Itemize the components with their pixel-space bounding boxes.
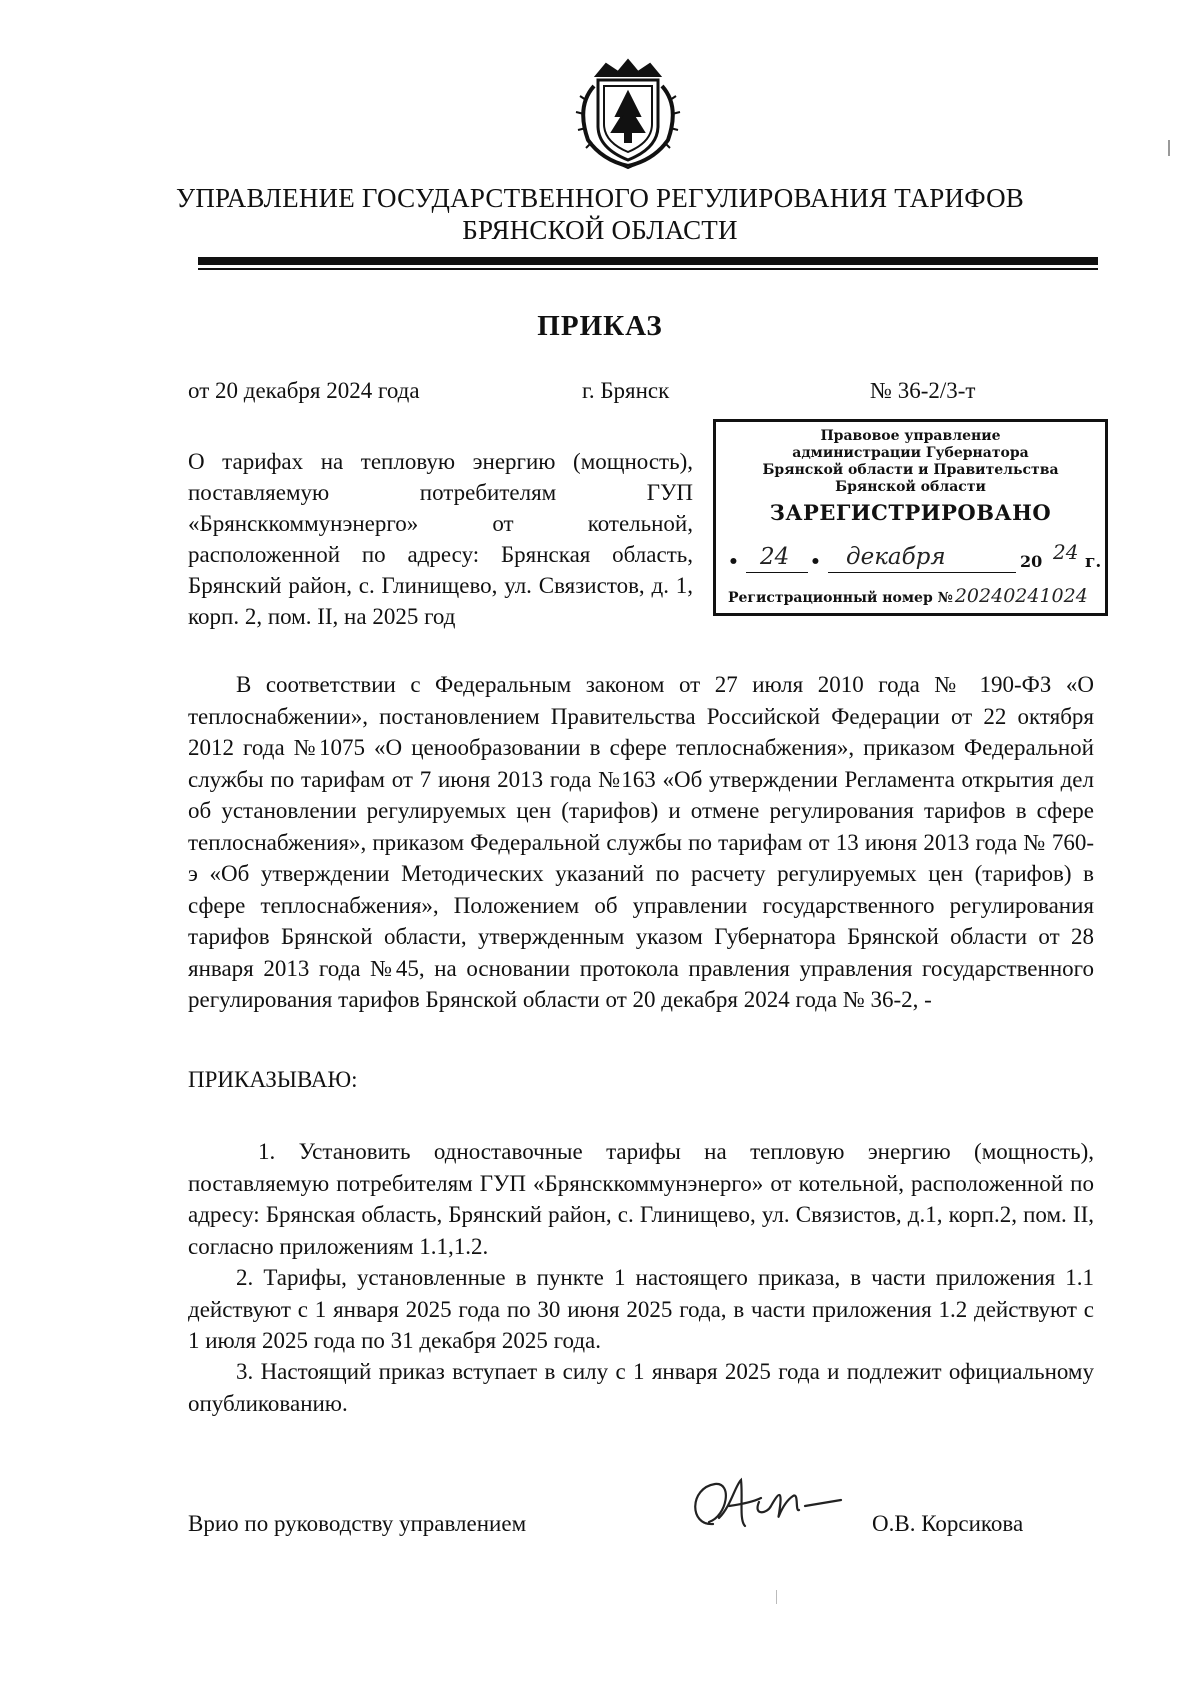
stamp-line: Правовое управление	[820, 428, 1001, 444]
stamp-registered-label: ЗАРЕГИСТРИРОВАНО	[769, 500, 1052, 525]
document-subject: О тарифах на тепловую энергию (мощность), поставляемую потребителям ГУП «Брянсккоммунэнерго» от котельной, расположенной по адресу: Брянская область, Брянский район, с. Глинищево, ул. Связистов, д. 1, корп. 2, пом. II, на 2025 год	[188, 449, 693, 629]
signatory-position: Врио по руководству управлением	[188, 1511, 527, 1536]
order-item: 1. Установить одноставочные тарифы на тепловую энергию (мощность), поставляемую потребителям ГУП «Брянсккоммунэнерго» от котельной, расположенной по адресу: Брянская область, Брянский район, с. Глинищево, ул. Связистов, д.1, корп.2, пом. II, согласно приложениям 1.1,1.2.	[188, 1139, 1094, 1259]
stamp-registration-number	[728, 585, 1104, 607]
organization-title-line1: УПРАВЛЕНИЕ ГОСУДАРСТВЕННОГО РЕГУЛИРОВАНИЯ ТАРИФОВ	[176, 183, 1024, 213]
stamp-month: декабря	[846, 544, 946, 570]
scan-artifact	[1168, 140, 1170, 156]
stamp-reg-number: 20240241024	[954, 585, 1088, 607]
stamp-line: Брянской области и Правительства	[762, 462, 1059, 478]
organization-title-line2: БРЯНСКОЙ ОБЛАСТИ	[462, 215, 738, 245]
document-number: № 36-2/3-т	[870, 378, 976, 403]
scan-artifact	[776, 1590, 777, 1604]
stamp-reg-label: Регистрационный номер №	[728, 590, 953, 606]
order-word: ПРИКАЗЫВАЮ:	[188, 1067, 358, 1092]
document-date: от 20 декабря 2024 года	[188, 378, 420, 403]
header-divider-thin	[198, 268, 1098, 270]
order-item: 2. Тарифы, установленные в пункте 1 настоящего приказа, в части приложения 1.1 действуют с 1 января 2025 года по 30 июня 2025 года, в части приложения 1.2 действуют с 1 июля 2025 года по 31 декабря 2025 года.	[188, 1265, 1094, 1353]
coat-of-arms-icon	[566, 56, 690, 172]
document-type: ПРИКАЗ	[537, 310, 663, 342]
stamp-year-suffix: г.	[1085, 552, 1102, 572]
stamp-year: 24	[1053, 540, 1079, 564]
handwritten-signature-icon	[683, 1476, 848, 1546]
registration-stamp	[713, 419, 1108, 616]
stamp-line: Брянской области	[835, 479, 986, 495]
header-divider	[198, 257, 1098, 265]
preamble-paragraph: В соответствии с Федеральным законом от 27 июля 2010 года № 190-ФЗ «О теплоснабжении», постановлением Правительства Российской Федерации от 22 октября 2012 года №1075 «О ценообразовании в сфере теплоснабжения», приказом Федеральной службы по тарифам от 7 июня 2013 года №163 «Об утверждении Регламента открытия дел об установлении регулируемых цен (тарифов) и отмене регулирования тарифов в сфере теплоснабжения», приказом Федеральной службы по тарифам от 13 июня 2013 года № 760-э «Об утверждении Методических указаний по расчету регулируемых цен (тарифов) в сфере теплоснабжения», Положением об управлении государственного регулирования тарифов Брянской области, утвержденным указом Губернатора Брянской области от 28 января 2013 года №45, на основании протокола правления управления государственного регулирования тарифов Брянской области от 20 декабря 2024 года № 36-2, -	[188, 672, 1094, 1012]
organization-title	[150, 182, 1050, 246]
stamp-day: 24	[760, 544, 790, 570]
stamp-date: • 24 • декабря 20 24 г.	[728, 540, 1102, 572]
signatory-name: О.В. Корсикова	[872, 1511, 1024, 1536]
stamp-year-prefix: 20	[1020, 552, 1043, 571]
stamp-line: администрации Губернатора	[792, 445, 1029, 461]
document-city: г. Брянск	[582, 378, 670, 403]
order-item: 3. Настоящий приказ вступает в силу с 1 января 2025 года и подлежит официальному опубликованию.	[188, 1359, 1094, 1416]
